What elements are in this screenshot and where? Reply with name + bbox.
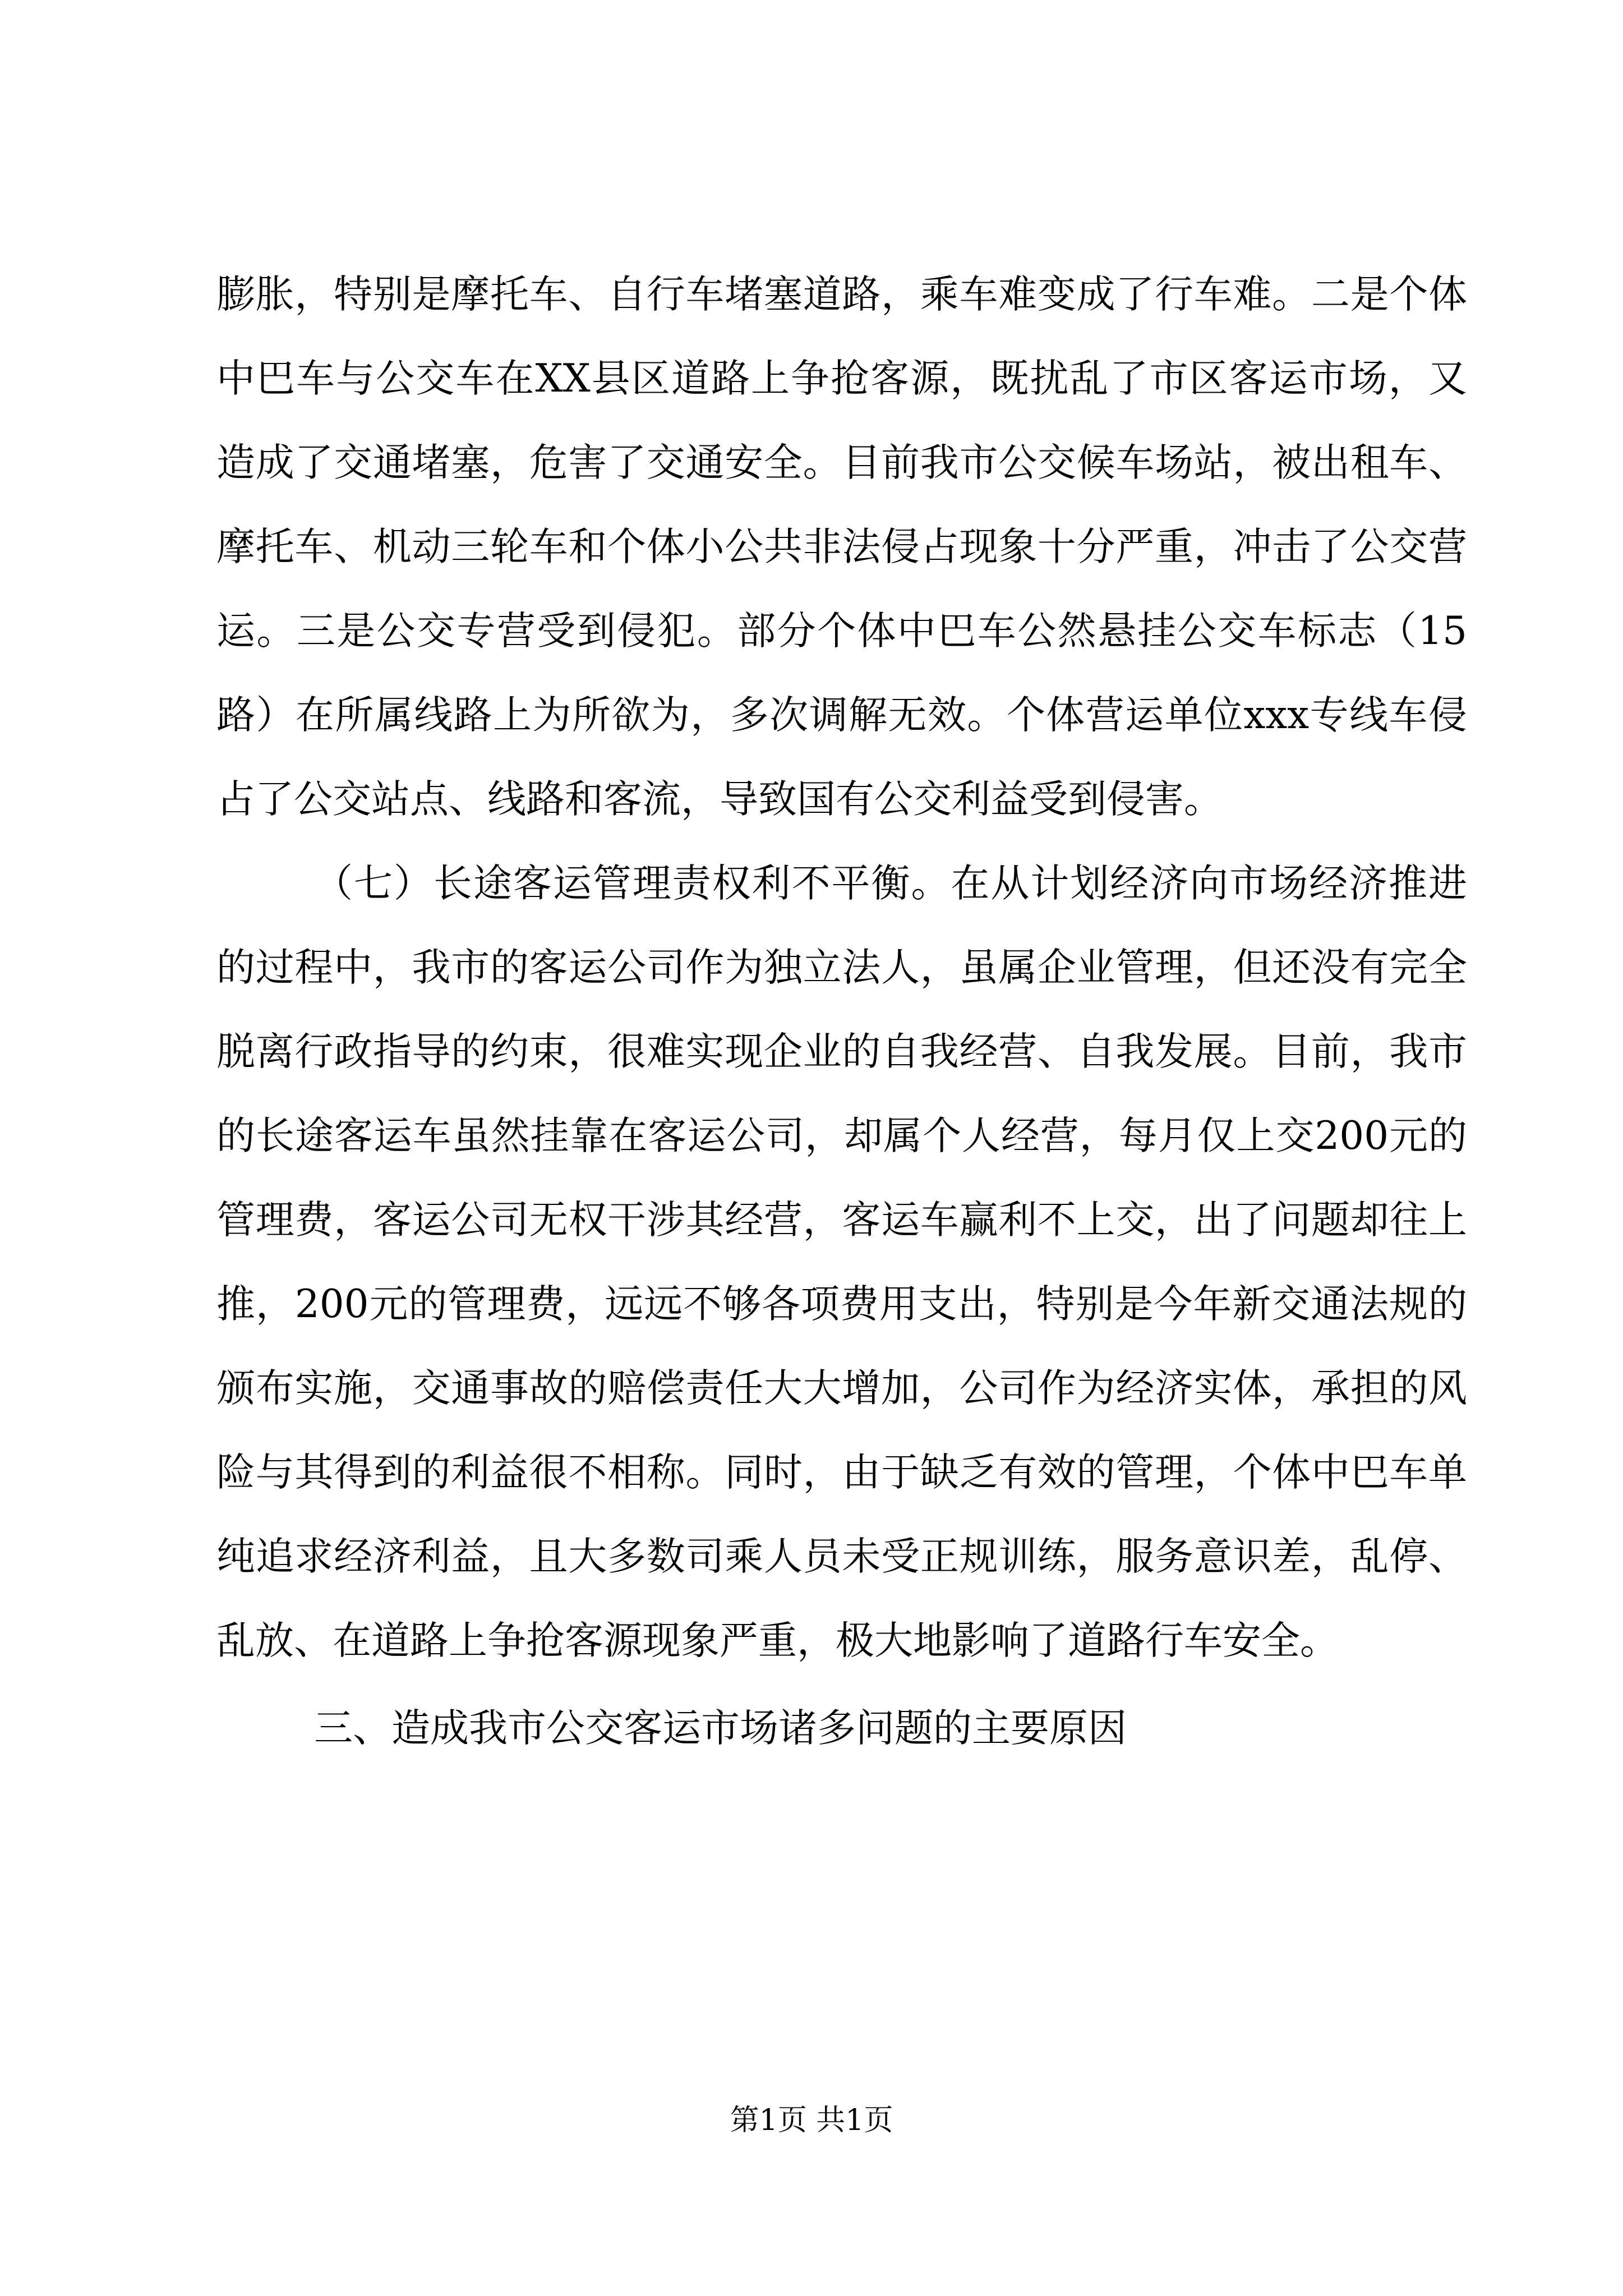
document-body xyxy=(216,252,1467,1770)
paragraph-continued: 膨胀，特别是摩托车、自行车堵塞道路，乘车难变成了行车难。二是个体中巴车与公交车在XX县区道路上争抢客源，既扰乱了市区客运市场，又造成了交通堵塞，危害了交通安全。目前我市公交候车场站，被出租车、摩托车、机动三轮车和个体小公共非法侵占现象十分严重，冲击了公交营运。三是公交专营受到侵犯。部分个体中巴车公然悬挂公交车标志（15路）在所属线路上为所欲为，多次调解无效。个体营运单位xxx专线车侵占了公交站点、线路和客流，导致国有公交利益受到侵害。 xyxy=(216,272,1467,822)
page-footer: 第1页 共1页 xyxy=(730,2104,893,2137)
paragraph-section-seven: （七）长途客运管理责权利不平衡。在从计划经济向市场经济推进的过程中，我市的客运公司作为独立法人，虽属企业管理，但还没有完全脱离行政指导的约束，很难实现企业的自我经营、自我发展。目前，我市的长途客运车虽然挂靠在客运公司，却属个人经营，每月仅上交200元的管理费，客运公司无权干涉其经营，客运车赢利不上交，出了问题却往上推，200元的管理费，远远不够各项费用支出，特别是今年新交通法规的颁布实施，交通事故的赔偿责任大大增加，公司作为经济实体，承担的风险与其得到的利益很不相称。同时，由于缺乏有效的管理，个体中巴车单纯追求经济利益，且大多数司乘人员未受正规训练，服务意识差，乱停、乱放、在道路上争抢客源现象严重，极大地影响了道路行车安全。 xyxy=(216,861,1467,1663)
section-heading-three: 三、造成我市公交客运市场诸多问题的主要原因 xyxy=(314,1706,1127,1751)
